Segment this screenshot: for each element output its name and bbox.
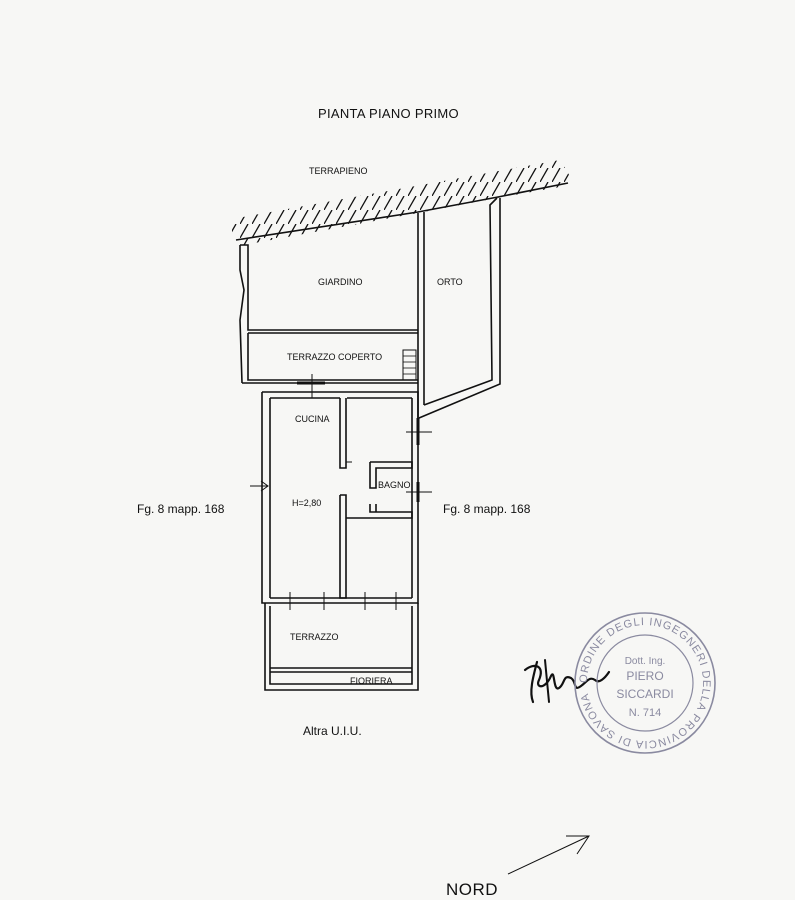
label-parcel-left: Fg. 8 mapp. 168 [137, 502, 225, 516]
stamp-line3: SICCARDI [616, 687, 674, 701]
label-cucina: CUCINA [295, 414, 330, 424]
label-terrapieno: TERRAPIENO [309, 166, 368, 176]
label-bagno: BAGNO [378, 480, 411, 490]
stamp-line4: N. 714 [628, 707, 662, 719]
label-orto: ORTO [437, 277, 463, 287]
label-other-unit: Altra U.I.U. [303, 724, 362, 738]
engineer-stamp [570, 608, 720, 758]
terrace-walls [265, 603, 418, 690]
label-terrazzo: TERRAZZO [290, 632, 339, 642]
label-giardino: GIARDINO [318, 277, 363, 287]
label-ceiling-height: H=2,80 [292, 498, 322, 508]
apartment-walls [250, 374, 432, 610]
terrapieno-hatch [232, 160, 571, 245]
label-north: NORD [446, 880, 499, 899]
label-terrazzo-coperto: TERRAZZO COPERTO [287, 352, 383, 362]
label-fioriera: FIORIERA [350, 676, 393, 686]
plan-title: PIANTA PIANO PRIMO [318, 106, 459, 121]
stamp-line2: PIERO [626, 669, 664, 683]
svg-text:ORDINE DEGLI INGEGNERI DELLA P [578, 616, 712, 750]
stamp-ring-text: ORDINE DEGLI INGEGNERI DELLA PROVINCIA DI SAVONA [577, 615, 713, 751]
label-parcel-right: Fg. 8 mapp. 168 [443, 502, 531, 516]
north-arrow [508, 836, 589, 874]
stamp-line1: Dott. Ing. [624, 656, 666, 667]
